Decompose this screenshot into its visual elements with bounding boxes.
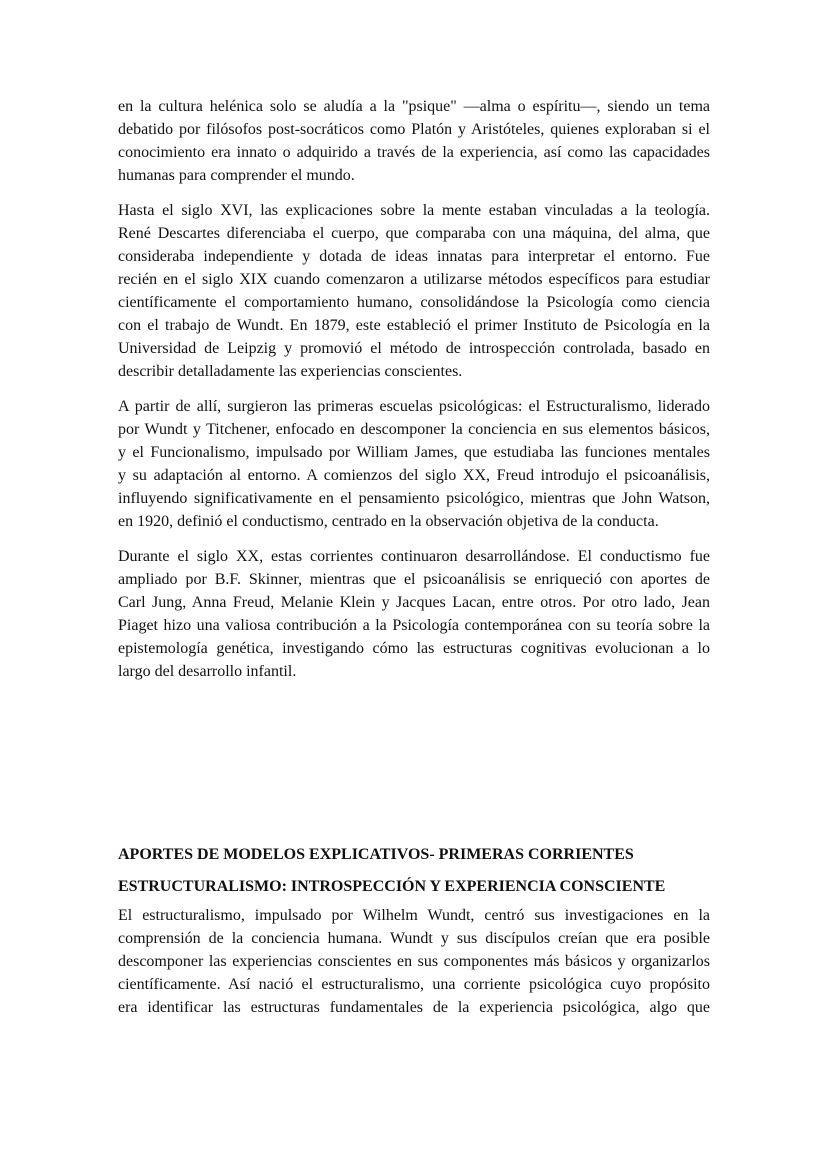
text-line: recién en el siglo XIX cuando comenzaron a utilizarse métodos específicos para estudiar xyxy=(118,271,710,288)
text-line: El estructuralismo, impulsado por Wilhelm Wundt, centró sus investigaciones en la xyxy=(118,907,710,924)
text-line: con el trabajo de Wundt. En 1879, este estableció el primer Instituto de Psicología en la xyxy=(118,317,710,334)
text-line: científicamente el comportamiento humano, consolidándose la Psicología como ciencia xyxy=(118,294,710,311)
text-line: humanas para comprender el mundo. xyxy=(118,167,355,184)
text-line: describir detalladamente las experiencias conscientes. xyxy=(118,363,463,380)
text-line: ampliado por B.F. Skinner, mientras que el psicoanálisis se enriqueció con aportes de xyxy=(118,571,710,588)
text-line: era identificar las estructuras fundamentales de la experiencia psicológica, algo que xyxy=(118,999,710,1016)
paragraph xyxy=(118,199,710,383)
text-line: en la cultura helénica solo se aludía a la "psique" —alma o espíritu—, siendo un tema xyxy=(118,98,710,115)
text-line: Piaget hizo una valiosa contribución a la Psicología contemporánea con su teoría sobre la xyxy=(118,617,710,634)
text-line: consideraba independiente y dotada de ideas innatas para interpretar el entorno. Fue xyxy=(118,248,710,265)
paragraph xyxy=(118,904,710,1019)
text-line: en 1920, definió el conductismo, centrado en la observación objetiva de la conducta. xyxy=(118,513,659,530)
text-line: Durante el siglo XX, estas corrientes continuaron desarrollándose. El conductismo fue xyxy=(118,548,710,565)
text-line: conocimiento era innato o adquirido a través de la experiencia, así como las capacidades xyxy=(118,144,710,161)
body-text xyxy=(118,95,710,695)
text-line: Universidad de Leipzig y promovió el método de introspección controlada, basado en xyxy=(118,340,710,357)
text-line: científicamente. Así nació el estructuralismo, una corriente psicológica cuyo propósito xyxy=(118,976,710,993)
text-line: descomponer las experiencias conscientes en sus componentes más básicos y organizarlos xyxy=(118,953,710,970)
text-line: largo del desarrollo infantil. xyxy=(118,663,297,680)
paragraph xyxy=(118,545,710,683)
text-line: comprensión de la conciencia humana. Wundt y sus discípulos creían que era posible xyxy=(118,930,710,947)
text-line: influyendo significativamente en el pensamiento psicológico, mientras que John Watson, xyxy=(118,490,710,507)
paragraph xyxy=(118,395,710,533)
subsection-heading: ESTRUCTURALISMO: INTROSPECCIÓN Y EXPERIENCIA CONSCIENTE xyxy=(118,878,666,895)
text-line: Carl Jung, Anna Freud, Melanie Klein y Jacques Lacan, entre otros. Por otro lado, Jean xyxy=(118,594,710,611)
section xyxy=(118,839,710,1031)
text-line: Hasta el siglo XVI, las explicaciones sobre la mente estaban vinculadas a la teología. xyxy=(118,202,710,219)
text-line: debatido por filósofos post-socráticos como Platón y Aristóteles, quienes exploraban si el xyxy=(118,121,710,138)
text-line: y su adaptación al entorno. A comienzos del siglo XX, Freud introdujo el psicoanálisis, xyxy=(118,467,710,484)
section-heading: APORTES DE MODELOS EXPLICATIVOS- PRIMERAS CORRIENTES xyxy=(118,846,634,863)
paragraph xyxy=(118,95,710,187)
text-line: y el Funcionalismo, impulsado por William James, que estudiaba las funciones mentales xyxy=(118,444,710,461)
text-line: A partir de allí, surgieron las primeras escuelas psicológicas: el Estructuralismo, liderado xyxy=(118,398,710,415)
text-line: epistemología genética, investigando cómo las estructuras cognitivas evolucionan a lo xyxy=(118,640,710,657)
text-line: por Wundt y Titchener, enfocado en descomponer la conciencia en sus elementos básicos, xyxy=(118,421,710,438)
text-line: René Descartes diferenciaba el cuerpo, que comparaba con una máquina, del alma, que xyxy=(118,225,710,242)
